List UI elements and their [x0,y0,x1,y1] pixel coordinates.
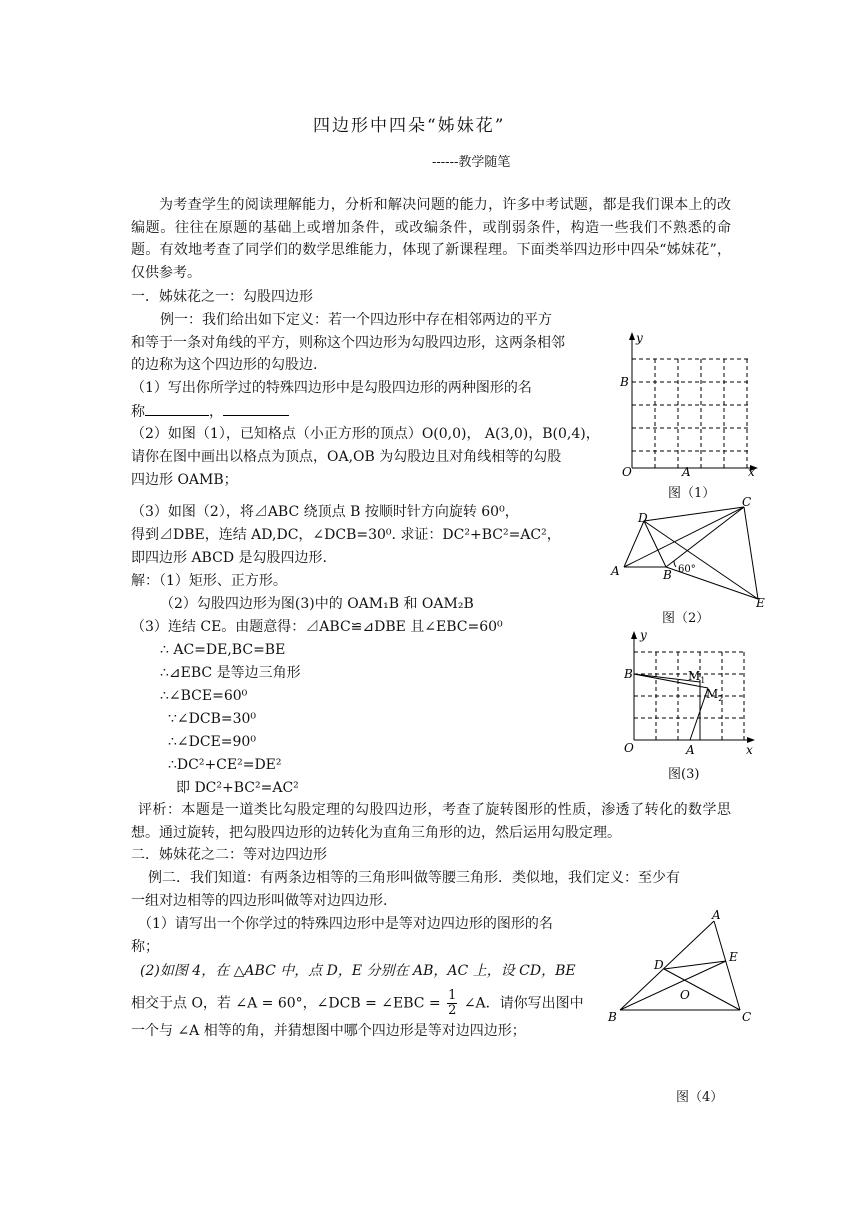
q1-line2-text: 称 [131,404,145,420]
proof-step-4: ∵∠DCB=30⁰ [168,711,257,727]
proof-step-7: 即 DC²+BC²=AC² [176,780,299,796]
s2-q2-line3: 一个与 ∠A 相等的角，并猜想图中哪个四边形是等对边四边形； [131,1023,526,1039]
proof-step-3: ∴∠BCE=60⁰ [160,688,248,704]
fig1-b-label: B [620,375,629,389]
fig3-x-label: x [746,743,753,757]
fraction-denominator: 2 [448,1003,457,1018]
q1-comma: ， [209,404,223,420]
example2-line2: 一组对边相等的四边形叫做等对边四边形. [131,893,388,909]
q2-line2: 请你在图中画出以格点为顶点，OA,OB 为勾股边且对角线相等的勾股 [131,449,562,465]
proof-step-6: ∴DC²+CE²=DE² [168,757,282,773]
figure-4-caption: 图（4） [676,1090,724,1105]
s2-q2-line2 [131,989,584,1018]
s2-q2-line1: (2)如图 4，在 △ABC 中，点 D，E 分别在 AB，AC 上，设 CD，BE [140,963,576,979]
q1-line1: （1）写出你所学过的特殊四边形中是勾股四边形的两种图形的名 [131,380,532,396]
example2-line1: 例二．我们知道：有两条边相等的三角形叫做等腰三角形．类似地，我们定义：至少有 [148,870,680,886]
solution-2: （2）勾股四边形为图(3)中的 OAM₁B 和 OAM₂B [160,596,474,612]
q1-line2 [131,401,289,422]
comment-paragraph: 评析：本题是一道类比勾股定理的勾股四边形，考查了旋转图形的性质，渗透了转化的数学思想。通过旋转，把勾股四边形的边转化为直角三角形的边，然后运用勾股定理。 [131,802,731,841]
fig4-label-e: E [729,950,738,964]
q3-line3: 即四边形 ABCD 是勾股四边形. [131,550,327,566]
example1-line1: 例一：我们给出如下定义：若一个四边形中存在相邻两边的平方 [160,312,552,328]
fig1-y-label: y [636,331,643,345]
q2-line3: 四边形 OAMB； [131,472,238,488]
s2-q2-line2-text: 相交于点 O，若 ∠A = 60°，∠DCB = ∠EBC = [131,995,441,1012]
fig1-o-label: O [622,465,632,478]
fig3-m1-sub: 1 [700,676,706,685]
figure-1-grid [612,330,762,478]
fig4-label-a: A [712,908,721,922]
proof-step-2: ∴⊿EBC 是等边三角形 [160,665,301,681]
fig2-label-b: B [663,568,672,582]
q3-line1: （3）如图（2），将⊿ABC 绕顶点 B 按顺时针方向旋转 60⁰， [131,504,519,520]
section1-heading: 一．姊妹花之一：勾股四边形 [131,289,313,305]
fraction-one-half [447,989,457,1018]
fig2-angle-label: 60° [678,564,696,575]
fig2-label-e: E [756,596,765,610]
figure-4-triangle [606,905,766,1027]
fig3-y-arrow [631,631,637,639]
figure-2-caption: 图（2） [662,611,710,626]
s2-q2-line2-tail: ∠A．请你写出图中 [463,995,584,1012]
page-subtitle: ------教学随笔 [432,155,511,170]
fig1-y-arrow [629,332,635,340]
proof-step-5: ∴∠DCE=90⁰ [168,734,256,750]
fig2-angle-arc [674,561,676,567]
fig3-o-label: O [624,741,634,755]
s2-q1-line2: 称； [131,939,159,955]
fig4-label-c: C [742,1010,752,1024]
figure-3-caption: 图(3) [668,767,700,782]
solution-1: 解：（1）矩形、正方形。 [131,573,287,589]
page-title: 四边形中四朵“姊妹花” [313,116,506,136]
fig4-label-o: O [680,988,690,1002]
fig3-a-label: A [686,743,695,757]
s2-q1-line1: （1）请写出一个你学过的特殊四边形中是等对边四边形的图形的名 [138,916,553,932]
fig3-y-label: y [640,628,647,642]
fig3-m1-letter: M [688,669,701,683]
proof-step-1: ∴ AC=DE,BC=BE [160,642,286,658]
fig2-label-a: A [611,564,620,578]
fig1-a-label: A [682,465,691,478]
fig2-label-c: C [742,495,752,509]
fig1-grid-lines [632,359,749,468]
fraction-numerator: 1 [448,988,457,1003]
fig3-b-label: B [624,667,633,681]
fig2-label-d: D [638,511,648,525]
figure-1-caption: 图（1） [668,486,716,501]
fig1-x-label: x [748,465,755,478]
section2-heading: 二．姊妹花之二：等对边四边形 [131,847,327,863]
intro-paragraph: 为考查学生的阅读理解能力，分析和解决问题的能力，许多中考试题，都是我们课本上的改编题。往往在原题的基础上或增加条件，或改编条件，或削弱条件，构造一些我们不熟悉的命题。有效地考查了同学们的数学思维能力，体现了新课程理。下面类举四边形中四朵“姊妹花”，仅供参考。 [131,197,731,281]
fig4-label-d: D [654,958,664,972]
fig3-m2-letter: M [706,687,719,701]
answer-blank-2 [223,401,289,416]
solution-3: （3）连结 CE。由题意得：⊿ABC≌⊿DBE 且∠EBC=60⁰ [131,619,503,635]
fig4-label-b: B [608,1010,617,1024]
q2-line1: （2）如图（1），已知格点（小正方形的顶点）O(0,0)， A(3,0)，B(0,4)， [131,426,600,442]
fig3-m1-label [688,669,705,685]
answer-blank-1 [145,401,209,416]
example1-line3: 的边称为这个四边形的勾股边. [131,357,318,373]
figure-3-grid [624,628,762,760]
figure-2-rotation [606,495,772,613]
fig3-grid-lines [634,652,746,740]
fig3-quad-lines [634,674,708,740]
fig3-m2-label [706,687,723,703]
fig3-m2-sub: 2 [718,694,724,703]
q3-line2: 得到⊿DBE，连结 AD,DC，∠DCB=30⁰. 求证：DC²+BC²=AC²， [131,527,561,543]
example1-line2: 和等于一条对角线的平方，则称这个四边形为勾股四边形，这两条相邻 [131,335,565,351]
